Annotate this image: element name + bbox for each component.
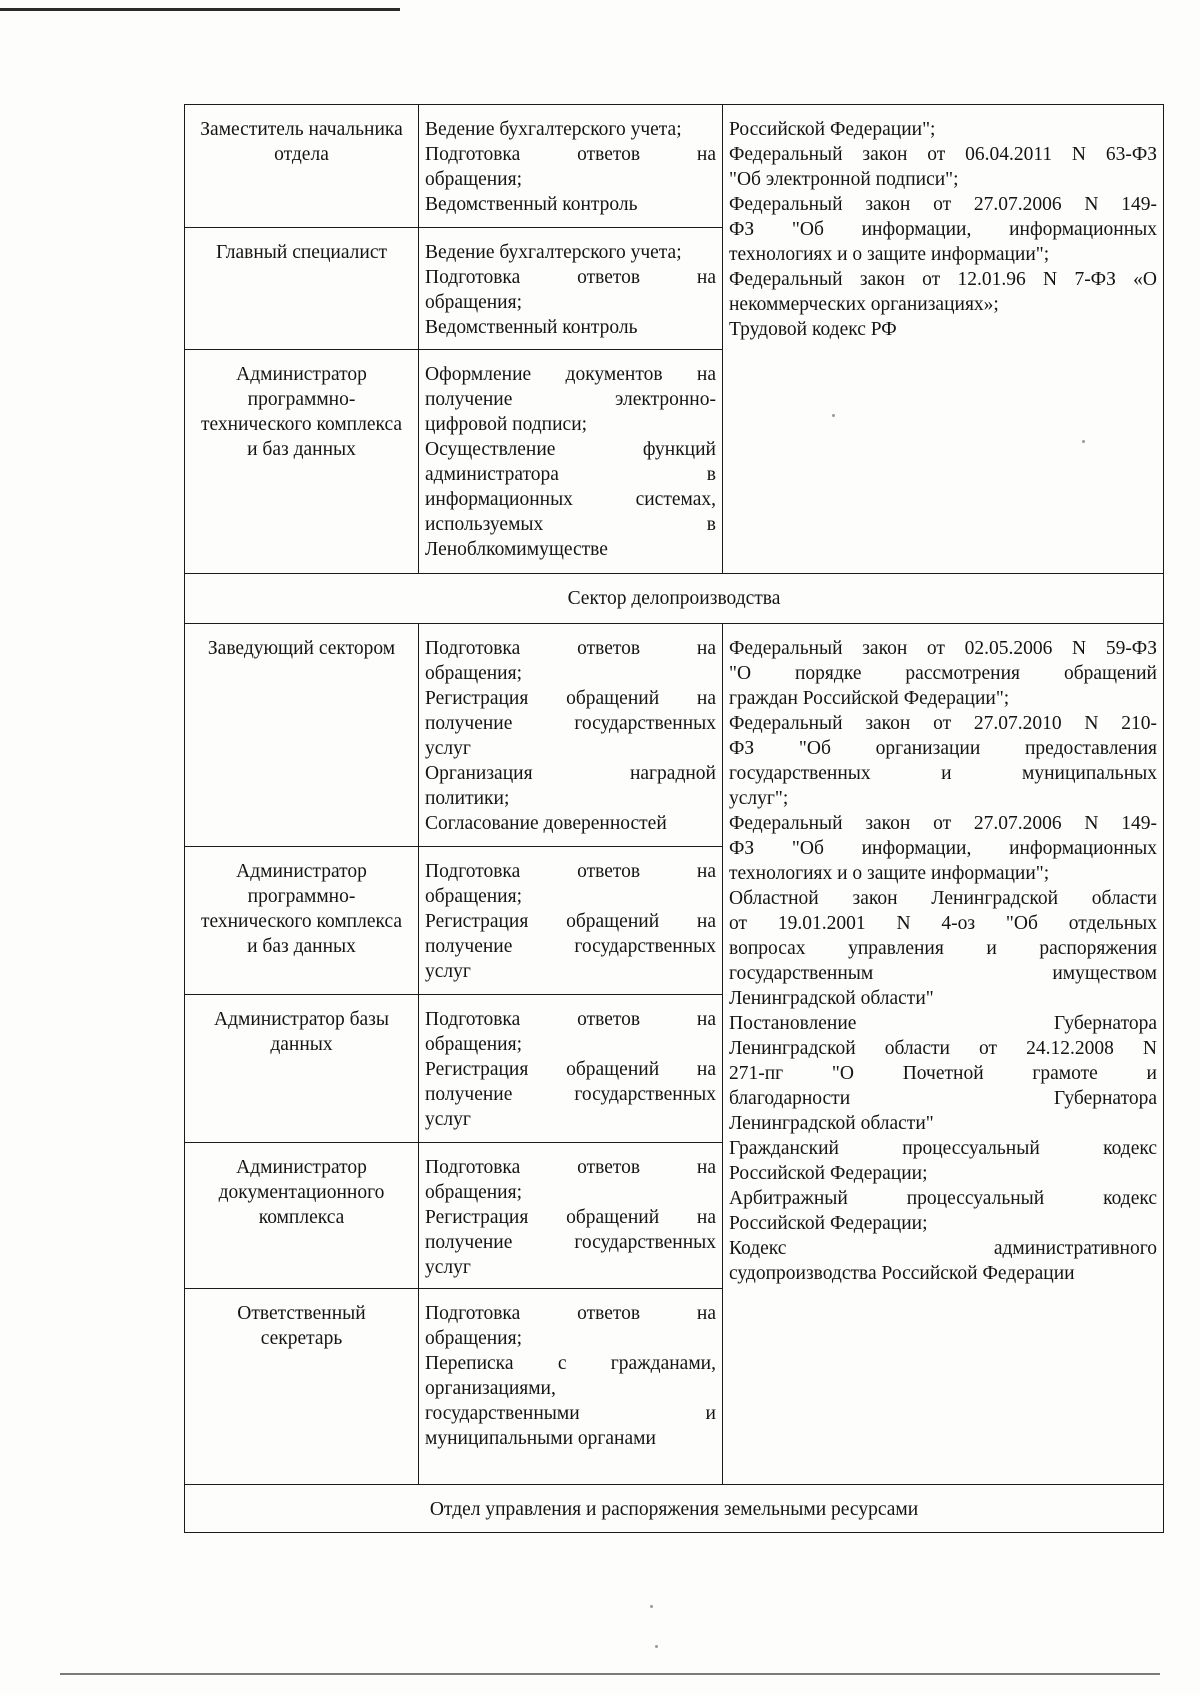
position-line: Заместитель начальника (200, 119, 403, 140)
law-line: технологиях и о защите информации"; (729, 863, 1050, 884)
law-line: ФЗ "Об информации, информационных (729, 219, 1157, 240)
law-line: Федеральный закон от 12.01.96 N 7-ФЗ «О (729, 269, 1157, 290)
duties-cell (419, 228, 723, 350)
position-cell (185, 624, 419, 847)
duty-line: муниципальными органами (425, 1428, 656, 1449)
duty-line: Ведомственный контроль (425, 194, 638, 215)
duty-line: услуг (425, 1257, 471, 1278)
duty-line: Подготовка ответов на (425, 144, 716, 165)
law-line: Трудовой кодекс РФ (729, 319, 897, 340)
duty-line: используемых в (425, 514, 716, 535)
law-line: Постановление Губернатора (729, 1013, 1157, 1034)
position-cell (185, 228, 419, 350)
duty-line: обращения; (425, 886, 523, 907)
scan-speck (650, 1605, 653, 1608)
duty-line: Подготовка ответов на (425, 267, 716, 288)
duty-line: Леноблкомимуществе (425, 539, 608, 560)
duty-line: организациями, (425, 1378, 556, 1399)
duty-line: получение электронно- (425, 389, 716, 410)
duties-cell (419, 350, 723, 574)
duty-line: Ведомственный контроль (425, 317, 638, 338)
duty-line: обращения; (425, 169, 523, 190)
duty-line: получение государственных (425, 1084, 716, 1105)
law-line: Федеральный закон от 27.07.2006 N 149- (729, 194, 1157, 215)
law-line: ФЗ "Об информации, информационных (729, 838, 1157, 859)
duty-line: Оформление документов на (425, 364, 716, 385)
position-line: Ответственный (237, 1303, 366, 1324)
law-line: "Об электронной подписи"; (729, 169, 959, 190)
position-line: и баз данных (247, 439, 356, 460)
law-line: благодарности Губернатора (729, 1088, 1157, 1109)
duty-line: Ведение бухгалтерского учета; (425, 119, 682, 140)
section-row (185, 1485, 1164, 1533)
position-line: данных (270, 1034, 333, 1055)
section-heading: Отдел управления и распоряжения земельными ресурсами (185, 1485, 1164, 1533)
duties-cell (419, 1143, 723, 1289)
position-line: Главный специалист (215, 242, 388, 263)
duty-line: обращения; (425, 1034, 523, 1055)
law-line: Российской Федерации; (729, 1163, 928, 1184)
scan-speck (832, 414, 835, 417)
duty-line: государственными и (425, 1403, 716, 1424)
duty-line: политики; (425, 788, 510, 809)
position-cell (185, 1289, 419, 1485)
position-line: технического комплекса (200, 911, 403, 932)
duty-line: Подготовка ответов на (425, 1009, 716, 1030)
duty-line: информационных системах, (425, 489, 716, 510)
scan-edge-top (0, 8, 400, 11)
duty-line: обращения; (425, 292, 523, 313)
law-line: вопросах управления и распоряжения (729, 938, 1157, 959)
law-line: Областной закон Ленинградской области (729, 888, 1157, 909)
duty-line: обращения; (425, 1182, 523, 1203)
position-line: Администратор базы (214, 1009, 389, 1030)
scan-speck (1082, 440, 1085, 443)
duty-line: Согласование доверенностей (425, 813, 667, 834)
duty-line: Ведение бухгалтерского учета; (425, 242, 682, 263)
law-line: судопроизводства Российской Федерации (729, 1263, 1075, 1284)
law-line: Кодекс административного (729, 1238, 1157, 1259)
position-line: комплекса (258, 1207, 345, 1228)
position-line: Заведующий сектором (207, 638, 396, 659)
law-line: Ленинградской области" (729, 1113, 934, 1134)
position-line: технического комплекса (200, 414, 403, 435)
section-row (185, 574, 1164, 624)
position-cell (185, 350, 419, 574)
law-line: Арбитражный процессуальный кодекс (729, 1188, 1157, 1209)
law-line: Федеральный закон от 06.04.2011 N 63-ФЗ (729, 144, 1157, 165)
duty-line: Осуществление функций (425, 439, 716, 460)
legal-basis-cell (723, 105, 1164, 574)
duty-line: получение государственных (425, 713, 716, 734)
scan-speck (655, 1645, 658, 1648)
position-line: Администратор (236, 1157, 367, 1178)
duty-line: цифровой подписи; (425, 414, 588, 435)
duty-line: услуг (425, 961, 471, 982)
position-line: документационного (218, 1182, 385, 1203)
duty-line: Регистрация обращений на (425, 1059, 716, 1080)
position-cell (185, 105, 419, 228)
law-line: ФЗ "Об организации предоставления (729, 738, 1157, 759)
duty-line: Регистрация обращений на (425, 1207, 716, 1228)
law-line: Федеральный закон от 27.07.2006 N 149- (729, 813, 1157, 834)
position-line: и баз данных (247, 936, 356, 957)
law-line: Ленинградской области" (729, 988, 934, 1009)
law-line: услуг"; (729, 788, 789, 809)
duty-line: услуг (425, 738, 471, 759)
position-line: отдела (274, 144, 329, 165)
section-heading: Сектор делопроизводства (185, 574, 1164, 624)
law-line: государственных и муниципальных (729, 763, 1157, 784)
duty-line: Регистрация обращений на (425, 688, 716, 709)
position-cell (185, 1143, 419, 1289)
legal-basis-cell (723, 624, 1164, 1485)
law-line: некоммерческих организациях»; (729, 294, 999, 315)
duty-line: обращения; (425, 1328, 523, 1349)
law-line: государственным имуществом (729, 963, 1157, 984)
law-line: Российской Федерации; (729, 1213, 928, 1234)
duty-line: Переписка с гражданами, (425, 1353, 716, 1374)
duties-cell (419, 624, 723, 847)
law-line: технологиях и о защите информации"; (729, 244, 1050, 265)
law-line: Гражданский процессуальный кодекс (729, 1138, 1157, 1159)
position-cell (185, 847, 419, 995)
table-row (185, 105, 1164, 228)
law-line: Ленинградской области от 24.12.2008 N (729, 1038, 1157, 1059)
scan-edge-bottom (60, 1673, 1160, 1675)
duties-cell (419, 105, 723, 228)
law-line: от 19.01.2001 N 4-оз "Об отдельных (729, 913, 1157, 934)
position-line: секретарь (260, 1328, 343, 1349)
law-line: 271-пг "О Почетной грамоте и (729, 1063, 1157, 1084)
duty-line: Подготовка ответов на (425, 638, 716, 659)
duty-line: получение государственных (425, 1232, 716, 1253)
position-line: Администратор (236, 861, 367, 882)
position-cell (185, 995, 419, 1143)
law-line: граждан Российской Федерации"; (729, 688, 1010, 709)
duty-line: Подготовка ответов на (425, 861, 716, 882)
duty-line: обращения; (425, 663, 523, 684)
law-line: "О порядке рассмотрения обращений (729, 663, 1157, 684)
table-row (185, 624, 1164, 847)
law-line: Федеральный закон от 02.05.2006 N 59-ФЗ (729, 638, 1157, 659)
law-line: Федеральный закон от 27.07.2010 N 210- (729, 713, 1157, 734)
duty-line: Подготовка ответов на (425, 1303, 716, 1324)
duties-cell (419, 995, 723, 1143)
position-line: программно- (247, 886, 356, 907)
duty-line: администратора в (425, 464, 716, 485)
duties-cell (419, 1289, 723, 1485)
staff-duties-table (184, 104, 1164, 1533)
position-line: программно- (247, 389, 356, 410)
duty-line: Регистрация обращений на (425, 911, 716, 932)
duty-line: Подготовка ответов на (425, 1157, 716, 1178)
position-line: Администратор (236, 364, 367, 385)
duty-line: получение государственных (425, 936, 716, 957)
duty-line: услуг (425, 1109, 471, 1130)
law-line: Российской Федерации"; (729, 119, 936, 140)
duties-cell (419, 847, 723, 995)
duty-line: Организация наградной (425, 763, 716, 784)
